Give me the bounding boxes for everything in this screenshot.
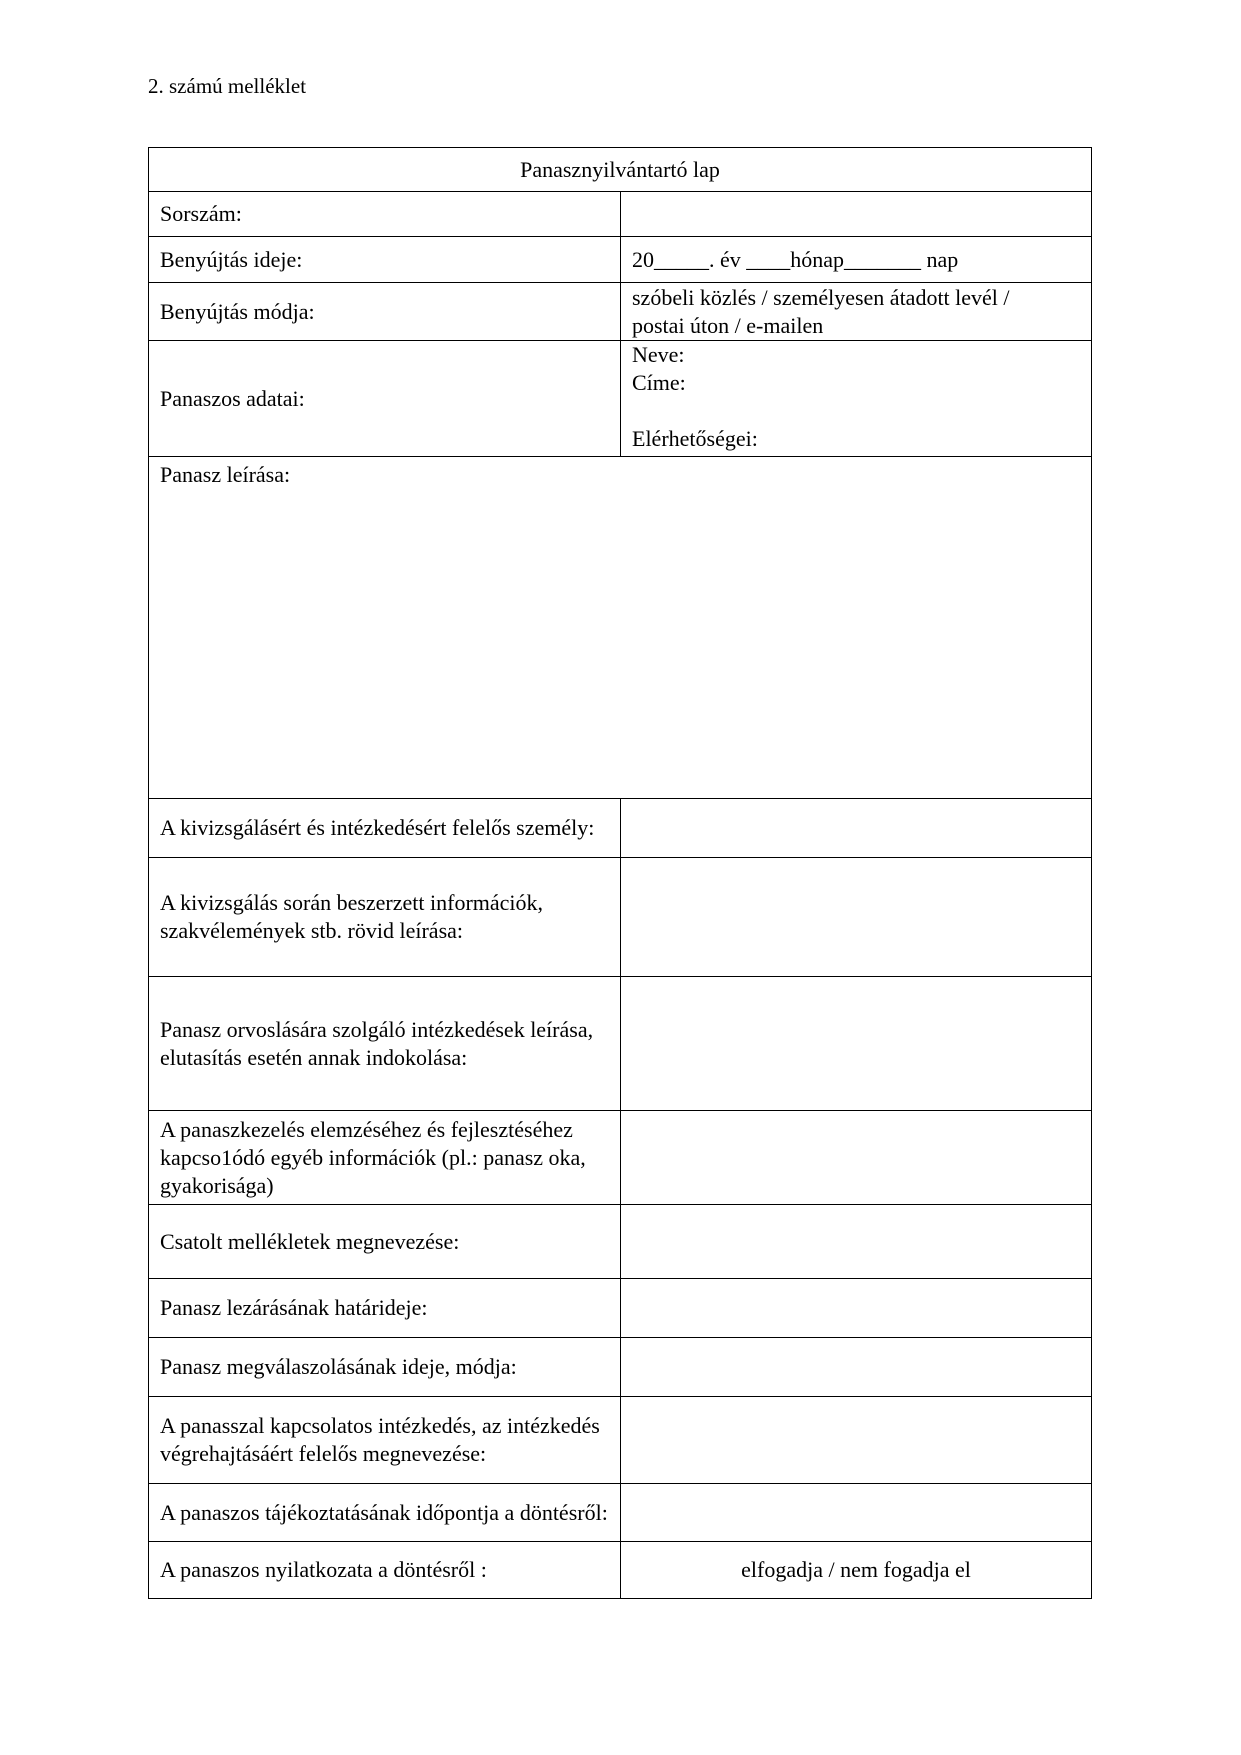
lezaras-label: Panasz lezárásának határideje:: [149, 1279, 621, 1338]
elemzes-label: A panaszkezelés elemzéséhez és fejlesztéséhez kapcso1ódó egyéb információk (pl.: panasz oka, gyakorisága): [149, 1111, 621, 1205]
panaszos-adatai-field[interactable]: [621, 341, 1092, 457]
benyujtas-modja-label: Benyújtás módja:: [149, 283, 621, 341]
kapcsolatos-intezkedes-field[interactable]: [621, 1397, 1092, 1484]
benyujtas-modja-line1: szóbeli közlés / személyesen átadott levél /: [632, 284, 1010, 310]
benyujtas-ideje-field[interactable]: 20_____. év ____hónap_______ nap: [621, 237, 1092, 283]
panasz-leirasa-field[interactable]: [149, 457, 1092, 799]
row-panasz-leirasa: [149, 457, 1092, 799]
informaciok-field[interactable]: [621, 858, 1092, 977]
panasz-leirasa-label: Panasz leírása:: [160, 462, 291, 487]
felelos-szemely-label: A kivizsgálásért és intézkedésért felelős személy:: [149, 799, 621, 858]
row-mellekletek: [149, 1205, 1092, 1279]
panaszos-adatai-label: Panaszos adatai:: [149, 341, 621, 457]
form-title: Panasznyilvántartó lap: [149, 148, 1092, 192]
megvalaszolas-label: Panasz megválaszolásának ideje, módja:: [149, 1338, 621, 1397]
row-nyilatkozat: [149, 1542, 1092, 1599]
lezaras-field[interactable]: [621, 1279, 1092, 1338]
panaszos-cime-label: Címe:: [632, 370, 686, 395]
benyujtas-modja-line2: postai úton / e-mailen: [632, 312, 824, 338]
complaint-register-form: [148, 147, 1092, 1599]
tajekoztatas-label: A panaszos tájékoztatásának időpontja a döntésről:: [149, 1484, 621, 1542]
panaszos-neve-label: Neve:: [632, 342, 685, 367]
row-lezaras: [149, 1279, 1092, 1338]
row-benyujtas-ideje: [149, 237, 1092, 283]
annex-label: 2. számú melléklet: [148, 74, 307, 98]
kapcsolatos-intezkedes-label: A panasszal kapcsolatos intézkedés, az intézkedés végrehajtásáért felelős megnevezése:: [149, 1397, 621, 1484]
mellekletek-field[interactable]: [621, 1205, 1092, 1279]
form-title-row: [149, 148, 1092, 192]
panaszos-blank-line: [632, 397, 1080, 425]
sorszam-label: Sorszám:: [149, 192, 621, 237]
row-felelos-szemely: [149, 799, 1092, 858]
nyilatkozat-label: A panaszos nyilatkozata a döntésről :: [149, 1542, 621, 1599]
row-panaszos-adatai: [149, 341, 1092, 457]
intezkedesek-field[interactable]: [621, 977, 1092, 1111]
benyujtas-modja-field[interactable]: [621, 283, 1092, 341]
felelos-szemely-field[interactable]: [621, 799, 1092, 858]
nyilatkozat-field[interactable]: elfogadja / nem fogadja el: [621, 1542, 1092, 1599]
row-tajekoztatas: [149, 1484, 1092, 1542]
mellekletek-label: Csatolt mellékletek megnevezése:: [149, 1205, 621, 1279]
row-sorszam: [149, 192, 1092, 237]
row-kapcsolatos-intezkedes: [149, 1397, 1092, 1484]
row-informaciok: [149, 858, 1092, 977]
benyujtas-ideje-label: Benyújtás ideje:: [149, 237, 621, 283]
row-megvalaszolas: [149, 1338, 1092, 1397]
panaszos-elerhetosegei-label: Elérhetőségei:: [632, 426, 758, 451]
row-elemzes: [149, 1111, 1092, 1205]
tajekoztatas-field[interactable]: [621, 1484, 1092, 1542]
megvalaszolas-field[interactable]: [621, 1338, 1092, 1397]
sorszam-field[interactable]: [621, 192, 1092, 237]
elemzes-field[interactable]: [621, 1111, 1092, 1205]
row-intezkedesek: [149, 977, 1092, 1111]
informaciok-label: A kivizsgálás során beszerzett információk, szakvélemények stb. rövid leírása:: [149, 858, 621, 977]
intezkedesek-label: Panasz orvoslására szolgáló intézkedések leírása, elutasítás esetén annak indokolása:: [149, 977, 621, 1111]
row-benyujtas-modja: [149, 283, 1092, 341]
